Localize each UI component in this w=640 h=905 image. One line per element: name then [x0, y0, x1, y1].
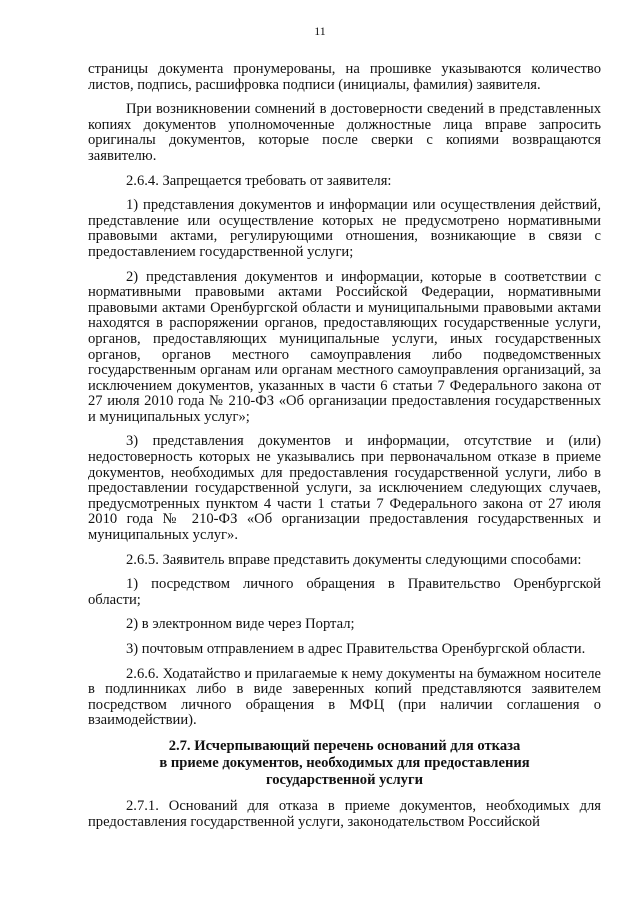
- paragraph-2-7-1: 2.7.1. Оснований для отказа в приеме документов, необходимых для предоставления государственной услуги, законодательством Российской: [88, 797, 601, 830]
- page-number: 11: [314, 24, 326, 38]
- section-heading-2-7: [88, 738, 601, 789]
- paragraph-2-6-5-item-2: 2) в электронном виде через Портал;: [126, 616, 355, 633]
- paragraph-2-6-4-item-2: 2) представления документов и информации, которые в соответствии с нормативными правовыми актами Российской Федерации, нормативными правовыми актами Оренбургской области и муниципальными правовыми актами находятся в распоряжении органов, предоставляющих государственные услуги, органов, предоставляющих муниципальные услуги, иных государственных органов, органов местного самоуправления либо подведомственных государственным органам или органам местного самоуправления организаций, за исключением документов, указанных в части 6 статьи 7 Федерального закона от 27 июля 2010 года № 210-ФЗ «Об организации предоставления государственных и муниципальных услуг»;: [88, 268, 601, 425]
- heading-line: в приеме документов, необходимых для предоставления: [159, 754, 530, 771]
- document-body: [88, 62, 601, 834]
- paragraph-continuation: страницы документа пронумерованы, на прошивке указываются количество листов, подпись, расшифровка подписи (инициалы, фамилия) заявителя.: [88, 61, 601, 93]
- paragraph-2-6-4-item-3: 3) представления документов и информации, отсутствие и (или) недостоверность которых не указывались при первоначальном отказе в приеме документов, необходимых для предоставления государственной услуги, либо в предоставлении государственной услуги, за исключением следующих случаев, предусмотренных пунктом 4 части 1 статьи 7 Федерального закона от 27 июля 2010 года № 210-ФЗ «Об организации предоставления государственных и муниципальных услуг».: [88, 433, 601, 544]
- paragraph-2-6-5-item-1: 1) посредством личного обращения в Правительство Оренбургской области;: [88, 576, 601, 608]
- paragraph-originals-request: При возникновении сомнений в достоверности сведений в представленных копиях документов уполномоченные должностные лица вправе запросить оригиналы документов, которые после сверки с копиями возвращаются заявителю.: [88, 101, 601, 164]
- paragraph-2-6-4-item-1: 1) представления документов и информации или осуществления действий, представление или осуществление которых не предусмотрено нормативными правовыми актами, регулирующими отношения, возникающие в связи с предоставлением государственной услуги;: [88, 197, 601, 260]
- paragraph-2-6-5: 2.6.5. Заявитель вправе представить документы следующими способами:: [126, 551, 582, 568]
- heading-line: государственной услуги: [265, 771, 424, 788]
- paragraph-2-6-6: 2.6.6. Ходатайство и прилагаемые к нему документы на бумажном носителе в подлинниках либо в виде заверенных копий представляются заявителем посредством личного обращения в МФЦ (при наличии соглашения о взаимодействии).: [88, 665, 601, 729]
- paragraph-2-6-4: 2.6.4. Запрещается требовать от заявителя:: [126, 172, 392, 189]
- paragraph-2-6-5-item-3: 3) почтовым отправлением в адрес Правительства Оренбургской области.: [126, 641, 586, 657]
- heading-line: 2.7. Исчерпывающий перечень оснований для отказа: [168, 737, 521, 754]
